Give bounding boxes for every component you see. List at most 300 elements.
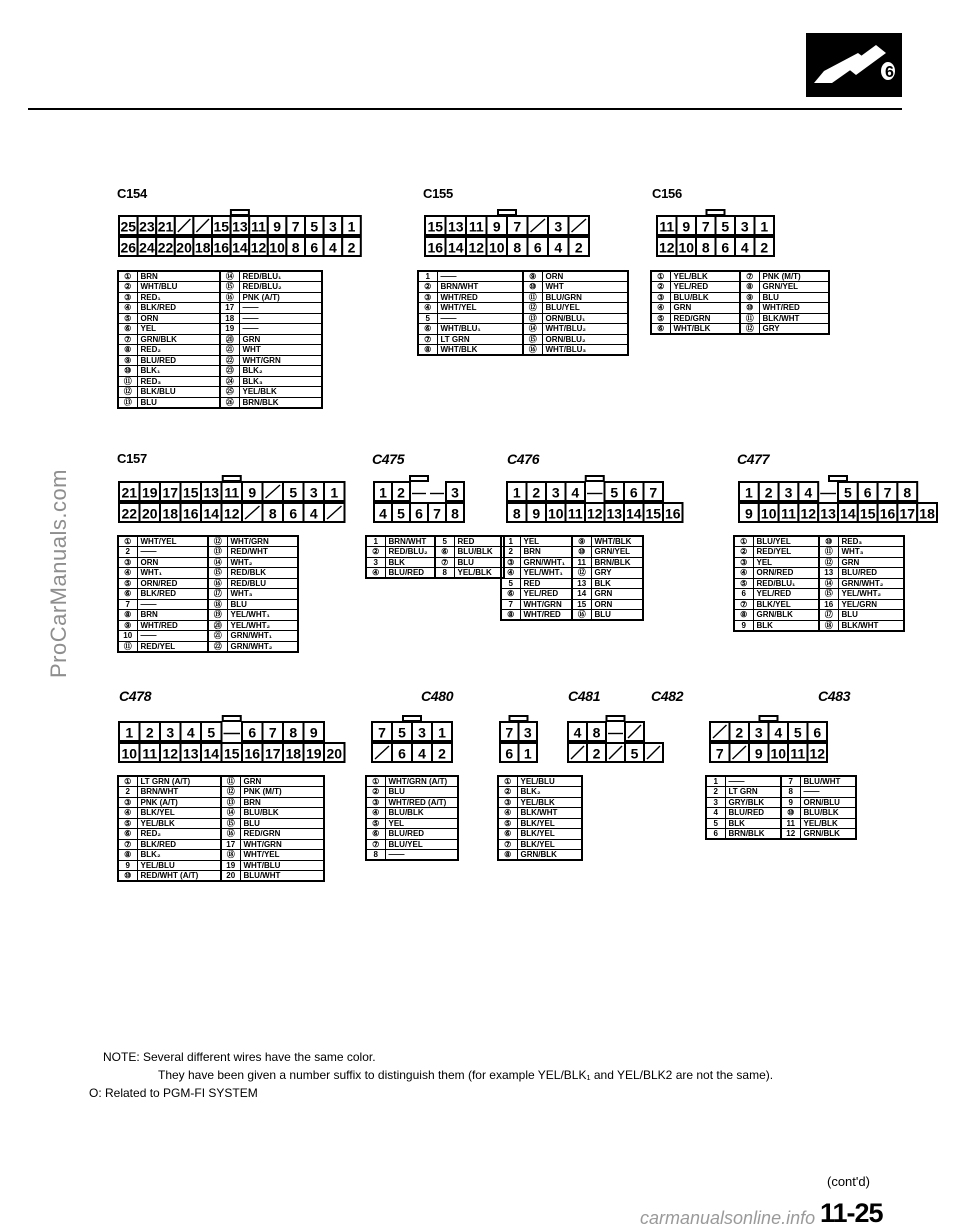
pin-number: 6 — [813, 724, 822, 741]
pin-number: 11 — [659, 218, 675, 235]
wire-pin: 13 — [819, 568, 838, 579]
wire-color: BLK/RED — [137, 839, 221, 850]
wire-pin: 2 — [706, 787, 725, 798]
pin-cell — [425, 237, 446, 256]
wire-row — [118, 871, 324, 882]
wire-pin: ⑥ — [118, 589, 137, 600]
wire-pin: 1 — [418, 271, 437, 282]
wire-color: BLU — [385, 787, 458, 798]
wire-pin: ① — [651, 271, 670, 282]
wire-color: BLU — [591, 610, 643, 621]
wire-pin: ④ — [118, 808, 137, 819]
pin-cell — [739, 482, 759, 501]
wire-row — [498, 829, 582, 840]
pin-number: 16 — [182, 505, 199, 522]
wire-pin: ② — [118, 282, 137, 293]
wire-pin: 18 — [220, 313, 239, 324]
connector-latch — [760, 716, 778, 721]
pin-cell — [735, 237, 755, 256]
pin-number: 24 — [139, 239, 155, 256]
wire-color: RED/YEL — [753, 547, 819, 558]
wire-row — [366, 536, 504, 547]
wire-row — [118, 589, 298, 600]
pin-number: 2 — [347, 239, 356, 256]
pin-number: 5 — [310, 218, 319, 235]
pin-number: 13 — [232, 218, 248, 235]
wire-row — [118, 355, 322, 366]
pin-cell — [268, 216, 287, 235]
pin-number: 2 — [574, 239, 583, 256]
pin-cell — [324, 482, 345, 501]
connector-face-c155 — [423, 214, 591, 260]
wire-pin: ③ — [498, 797, 517, 808]
wire-color: GRN/YEL — [759, 282, 829, 293]
pin-cell — [446, 503, 464, 522]
wire-pin: 2 — [118, 547, 137, 558]
pin-cell — [212, 216, 231, 235]
wire-row — [366, 557, 504, 568]
wire-pin: ⑳ — [220, 334, 239, 345]
pin-number: 2 — [532, 484, 541, 501]
pin-number: 4 — [186, 724, 195, 741]
fuel-nozzle-icon — [806, 33, 902, 97]
wire-color: BLU/YEL — [542, 303, 628, 314]
pin-number: 17 — [264, 745, 281, 762]
wire-color: ORN — [591, 599, 643, 610]
wire-row — [706, 808, 856, 819]
pin-cell — [156, 216, 175, 235]
pin-number: 8 — [701, 239, 710, 256]
wire-pin: ⑪ — [523, 292, 542, 303]
pin-cell — [528, 216, 549, 235]
pin-number: 14 — [232, 239, 248, 256]
wire-pin: ⑮ — [221, 818, 240, 829]
pin-cell — [569, 216, 590, 235]
pin-number: 5 — [721, 218, 730, 235]
wire-table-c475 — [365, 535, 505, 579]
pin-number: 8 — [451, 505, 459, 522]
pin-cell — [644, 743, 663, 762]
wire-row — [118, 578, 298, 589]
pin-cell — [644, 503, 664, 522]
pin-cell — [858, 503, 878, 522]
wire-color: WHT/YEL — [240, 850, 324, 861]
wire-color: YEL/WHT₂ — [838, 589, 904, 600]
wire-color: BLK₃ — [239, 376, 322, 387]
wire-row — [118, 376, 322, 387]
wire-pin: ⑯ — [208, 578, 227, 589]
wire-row — [366, 829, 458, 840]
wire-color: BRN/BLK — [591, 557, 643, 568]
wire-pin: ③ — [501, 557, 520, 568]
wire-pin: ⑤ — [651, 313, 670, 324]
wire-pin: 5 — [501, 578, 520, 589]
wire-color: WHT/RED — [759, 303, 829, 314]
pin-number: 3 — [754, 724, 763, 741]
wire-pin: 16 — [819, 599, 838, 610]
pin-cell — [305, 237, 324, 256]
wire-pin: ㉓ — [220, 366, 239, 377]
wire-pin: ㉒ — [208, 641, 227, 652]
pin-number: 19 — [305, 745, 322, 762]
wire-row — [118, 568, 298, 579]
pin-cell — [324, 503, 345, 522]
wire-color: GRN/WHT₁ — [520, 557, 572, 568]
wire-color: GRN — [239, 334, 322, 345]
wire-color: BLK/RED — [137, 589, 208, 600]
pin-number: 3 — [418, 724, 426, 741]
pin-cell — [286, 216, 305, 235]
pin-number: 7 — [433, 505, 441, 522]
section-badge — [806, 33, 902, 97]
note-line-2: They have been given a number suffix to distinguish them (for example YEL/BLK₁ and YEL/BLK2 are not the same). — [158, 1068, 774, 1082]
pin-number: 6 — [721, 239, 730, 256]
wire-pin: ⑫ — [208, 536, 227, 547]
pin-number: 15 — [213, 218, 230, 235]
wire-pin: ⑮ — [819, 589, 838, 600]
wire-color: WHT/BLU₂ — [542, 324, 628, 335]
pin-cell — [716, 237, 736, 256]
wire-pin: 7 — [118, 599, 137, 610]
wire-color: WHT — [239, 345, 322, 356]
wire-color: WHT/BLK — [591, 536, 643, 547]
wire-color: WHT/YEL — [137, 536, 208, 547]
wire-row — [651, 324, 829, 335]
pin-number: 18 — [285, 745, 302, 762]
pin-number: 21 — [121, 484, 138, 501]
pin-cell — [798, 482, 818, 501]
connector-face-c157 — [117, 480, 347, 526]
pin-cell — [605, 503, 625, 522]
wire-pin: ② — [366, 787, 385, 798]
pin-number: 23 — [139, 218, 155, 235]
pin-cell — [625, 722, 644, 741]
wire-pin: ⑩ — [740, 303, 759, 314]
wire-pin: 7 — [501, 599, 520, 610]
wire-pin: ⑫ — [221, 787, 240, 798]
pin-cell — [755, 237, 775, 256]
pin-cell — [587, 722, 606, 741]
wire-row — [498, 787, 582, 798]
pin-cell — [324, 216, 343, 235]
wire-pin: 5 — [435, 536, 454, 547]
wire-row — [418, 334, 628, 345]
wire-color: YEL/RED — [520, 589, 572, 600]
wire-pin: ⑥ — [118, 829, 137, 840]
connector-label-c483: C483 — [818, 688, 851, 704]
pin-number: 16 — [244, 745, 261, 762]
pin-cell — [201, 482, 222, 501]
wire-pin: ⑱ — [208, 599, 227, 610]
pin-cell — [710, 722, 730, 741]
connector-diagram-c476 — [505, 480, 685, 526]
wire-color: BLU/BLK — [454, 547, 504, 558]
wire-color: GRN — [240, 776, 324, 787]
pin-number: 12 — [223, 505, 240, 522]
wire-pin: ⑬ — [221, 797, 240, 808]
connector-latch — [510, 716, 528, 721]
wire-pin: 20 — [221, 871, 240, 882]
pin-number: 22 — [157, 239, 174, 256]
wire-pin: ⑧ — [118, 610, 137, 621]
wire-color: ORN/RED — [137, 578, 208, 589]
pin-number: 17 — [162, 484, 179, 501]
wire-color: YEL/BLK — [517, 797, 582, 808]
pin-number: 5 — [610, 484, 619, 501]
pin-cell — [412, 722, 432, 741]
pin-number: 4 — [309, 505, 318, 522]
wire-color: YEL — [385, 818, 458, 829]
wire-pin: ② — [498, 787, 517, 798]
wire-pin: ⑫ — [572, 568, 591, 579]
pin-number: 11 — [790, 745, 806, 762]
pin-cell — [548, 216, 569, 235]
pin-number: 15 — [223, 745, 240, 762]
wire-pin: ⑲ — [208, 610, 227, 621]
pin-number: 1 — [125, 724, 134, 741]
wire-pin: ⑧ — [498, 850, 517, 861]
wire-color: PNK (M/T) — [759, 271, 829, 282]
wire-row — [118, 850, 324, 861]
wire-row — [118, 313, 322, 324]
pin-cell — [568, 743, 587, 762]
wire-color: ORN — [137, 557, 208, 568]
wire-pin: ④ — [501, 568, 520, 579]
wire-pin: ⑧ — [118, 850, 137, 861]
wire-pin: ⑦ — [435, 557, 454, 568]
pin-number: 12 — [586, 505, 603, 522]
pin-number: 10 — [121, 745, 138, 762]
wire-row — [734, 547, 904, 558]
pin-cell — [283, 722, 304, 741]
wire-row — [501, 589, 643, 600]
pin-number: 14 — [447, 239, 464, 256]
wire-row — [366, 568, 504, 579]
wire-row — [501, 610, 643, 621]
wire-pin: ⑪ — [819, 547, 838, 558]
wire-row — [118, 557, 298, 568]
pin-number: 11 — [567, 505, 583, 522]
pin-number: 3 — [309, 484, 318, 501]
wire-row — [366, 839, 458, 850]
wire-color: YEL/BLK — [454, 568, 504, 579]
wire-color: YEL/BLK — [800, 818, 856, 829]
wire-color: BRN/BLK — [239, 397, 322, 408]
wire-pin: ⑦ — [118, 839, 137, 850]
wire-pin: ⑩ — [118, 366, 137, 377]
pin-cell — [677, 237, 697, 256]
pin-cell — [374, 482, 392, 501]
wire-row — [118, 860, 324, 871]
wire-color: ORN — [137, 313, 220, 324]
pin-number: 6 — [415, 505, 423, 522]
wire-row — [498, 850, 582, 861]
connector-latch — [223, 476, 241, 481]
pin-cell — [585, 503, 605, 522]
wire-color: BLK/YEL — [137, 808, 221, 819]
pin-cell — [181, 503, 202, 522]
connector-label-c481: C481 — [568, 688, 601, 704]
wire-pin: ⑤ — [498, 818, 517, 829]
wire-color: WHT₃ — [838, 547, 904, 558]
pin-number: 14 — [203, 505, 220, 522]
pin-number: 7 — [883, 484, 892, 501]
pin-number: 4 — [740, 239, 749, 256]
wire-row — [118, 324, 322, 335]
pin-cell — [519, 743, 538, 762]
pin-number: 14 — [840, 505, 856, 522]
connector-label-c478: C478 — [119, 688, 152, 704]
pin-cell — [507, 237, 528, 256]
pin-cell — [625, 743, 644, 762]
wire-color: WHT — [542, 282, 628, 293]
wire-color: —— — [137, 631, 208, 642]
pin-number: 7 — [378, 724, 386, 741]
pin-number: 4 — [379, 505, 387, 522]
wire-pin: ④ — [498, 808, 517, 819]
connector-label-c480: C480 — [421, 688, 454, 704]
wire-pin: ⑪ — [118, 376, 137, 387]
pin-number: 15 — [182, 484, 199, 501]
wire-color: GRN/WHT₂ — [227, 641, 298, 652]
pin-cell — [324, 743, 345, 762]
wire-pin: ⑥ — [418, 324, 437, 335]
pin-cell — [779, 482, 799, 501]
wire-color: LT GRN — [725, 787, 781, 798]
wire-pin: ⑯ — [221, 829, 240, 840]
pin-cell — [140, 503, 161, 522]
wire-color: BRN/WHT — [137, 787, 221, 798]
pin-number: 14 — [625, 505, 642, 522]
connector-latch — [403, 716, 421, 721]
wire-pin: ④ — [734, 568, 753, 579]
wire-color: BLU — [759, 292, 829, 303]
wire-table-c154 — [117, 270, 323, 409]
pin-cell — [897, 482, 917, 501]
wire-color: WHT/GRN — [240, 839, 324, 850]
wire-color: RED/WHT — [227, 547, 298, 558]
wire-row — [418, 345, 628, 356]
pin-cell — [263, 503, 284, 522]
wire-row — [118, 599, 298, 610]
wire-pin: ⑥ — [651, 324, 670, 335]
wire-color: BRN/BLK — [725, 829, 781, 840]
pin-number: 5 — [844, 484, 852, 501]
pin-cell — [231, 216, 250, 235]
wire-row — [706, 797, 856, 808]
pin-cell — [242, 503, 263, 522]
wire-row — [418, 324, 628, 335]
wire-pin: ⑫ — [819, 557, 838, 568]
wire-pin: ⑳ — [208, 620, 227, 631]
pin-cell — [249, 237, 268, 256]
wire-pin: 11 — [781, 818, 800, 829]
connector-latch — [586, 476, 604, 481]
pin-cell — [432, 722, 452, 741]
wire-table-c480 — [365, 775, 459, 861]
pin-cell — [138, 216, 157, 235]
pin-cell — [263, 722, 284, 741]
wire-color: BLU/GRN — [542, 292, 628, 303]
pin-number: 12 — [468, 239, 485, 256]
wire-pin: 19 — [221, 860, 240, 871]
pin-cell — [696, 237, 716, 256]
wire-row — [118, 631, 298, 642]
pin-cell — [119, 722, 140, 741]
wire-color: RED — [520, 578, 572, 589]
pin-number: 7 — [268, 724, 277, 741]
pin-cell — [755, 216, 775, 235]
wire-row — [118, 547, 298, 558]
pin-cell — [546, 482, 566, 501]
pin-cell — [222, 503, 243, 522]
pin-cell — [160, 722, 181, 741]
pin-number: 22 — [121, 505, 138, 522]
pin-cell — [268, 237, 287, 256]
wire-color: PNK (A/T) — [239, 292, 322, 303]
wire-color: RED₂ — [137, 345, 220, 356]
pin-cell — [466, 237, 487, 256]
wire-color: BLU/RED — [838, 568, 904, 579]
wire-row — [366, 787, 458, 798]
wire-row — [706, 776, 856, 787]
wire-pin: ⑥ — [501, 589, 520, 600]
pin-number: 9 — [309, 724, 318, 741]
wire-row — [501, 547, 643, 558]
pin-cell — [160, 743, 181, 762]
wire-color: GRN/BLK — [137, 334, 220, 345]
wire-pin: ⑧ — [501, 610, 520, 621]
wire-color: BRN — [137, 610, 208, 621]
pin-number: 18 — [162, 505, 179, 522]
pin-number: 8 — [512, 505, 521, 522]
wire-pin: ⑫ — [118, 387, 137, 398]
pin-cell — [838, 503, 858, 522]
wire-color: BLK/YEL — [517, 839, 582, 850]
pin-cell — [412, 743, 432, 762]
pin-cell — [446, 216, 467, 235]
pin-cell — [569, 237, 590, 256]
wire-row — [734, 568, 904, 579]
pin-number: 8 — [903, 484, 912, 501]
wire-color: —— — [800, 787, 856, 798]
wire-color: YEL/WHT₁ — [520, 568, 572, 579]
pin-cell — [201, 743, 222, 762]
pin-number: 6 — [533, 239, 542, 256]
wire-color: RED/BLU₂ — [385, 547, 435, 558]
wire-color: RED/GRN — [670, 313, 740, 324]
pin-cell — [466, 216, 487, 235]
wire-color: BLK₂ — [137, 850, 221, 861]
wire-pin: 13 — [572, 578, 591, 589]
pin-cell — [568, 722, 587, 741]
connector-latch — [223, 716, 241, 721]
wire-pin: ② — [734, 547, 753, 558]
wire-row — [498, 797, 582, 808]
pin-cell — [160, 482, 181, 501]
wire-pin: ⑨ — [740, 292, 759, 303]
wire-row — [734, 610, 904, 621]
wire-pin: ⑧ — [740, 282, 759, 293]
wire-color: WHT₁ — [137, 568, 208, 579]
pin-cell — [566, 482, 586, 501]
wire-color: RED/GRN — [240, 829, 324, 840]
wire-pin: 14 — [572, 589, 591, 600]
pin-number: 20 — [326, 745, 343, 762]
wire-pin: 6 — [706, 829, 725, 840]
pin-number: 1 — [523, 745, 532, 762]
pin-cell — [201, 503, 222, 522]
